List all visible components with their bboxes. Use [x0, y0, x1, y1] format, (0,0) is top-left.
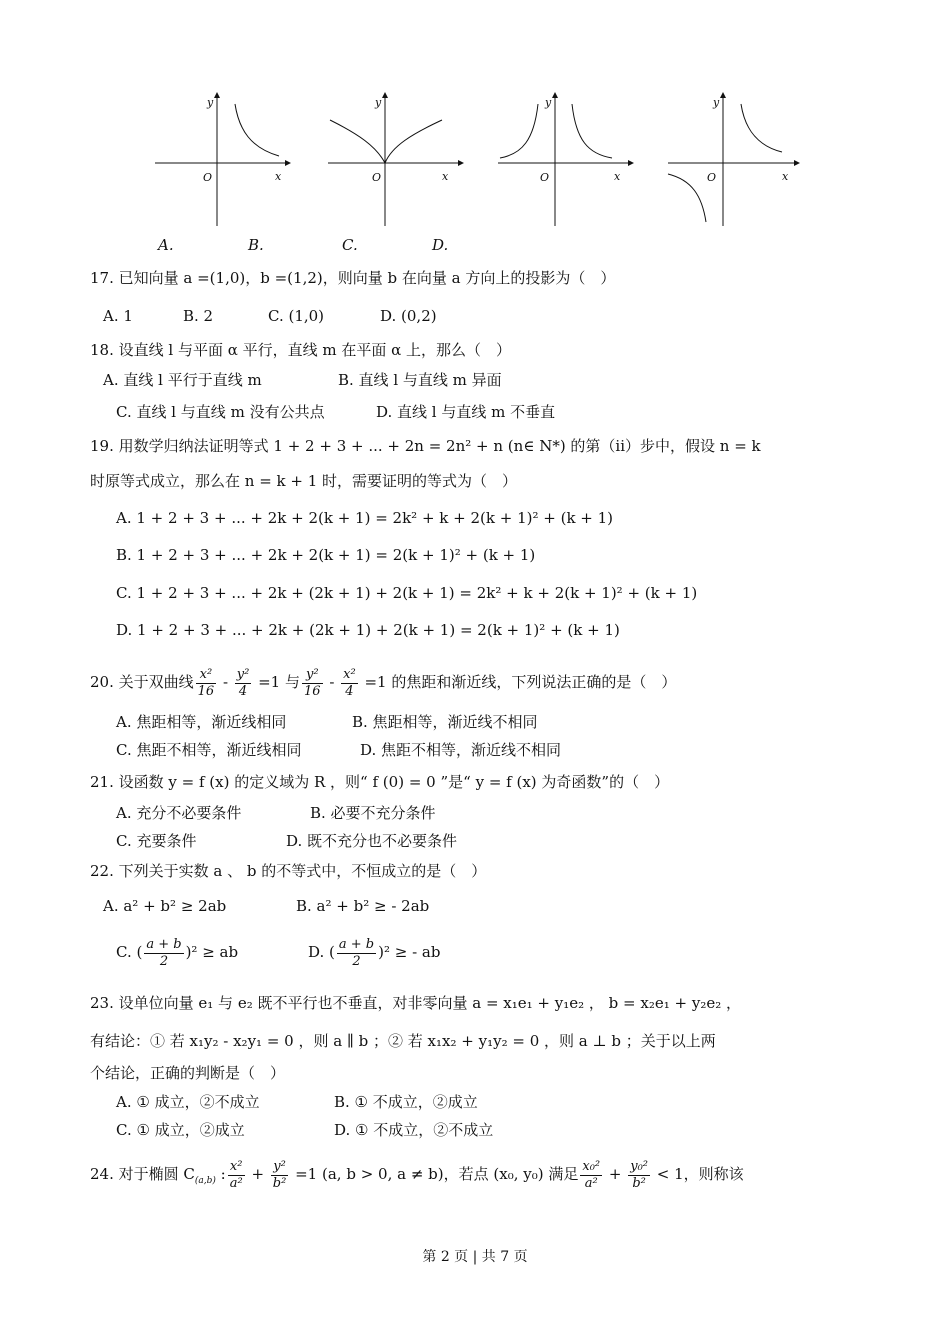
q20-f2-num: y² — [236, 666, 250, 682]
graph-d-ylabel: y — [713, 96, 720, 109]
q20-option-a: A. 焦距相等，渐近线相同 — [116, 713, 287, 731]
q20-suffix: =1 的焦距和渐近线，下列说法正确的是（ ） — [359, 673, 677, 691]
graph-c-origin: O — [540, 171, 550, 184]
q20-fraction-2 — [235, 667, 252, 700]
graph-c-xlabel: x — [614, 170, 621, 183]
q22-c-num: a + b — [146, 936, 182, 952]
q24-colon: : — [215, 1165, 226, 1183]
q22-d-num: a + b — [338, 936, 375, 952]
q22-c-pre: C. ( — [116, 943, 143, 961]
q24-mid: =1 (a, b > 0, a ≠ b)，若点 (x₀, y₀) 满足 — [290, 1165, 579, 1183]
graph-c-svg — [498, 90, 638, 230]
graph-options — [150, 90, 800, 230]
q22-d-post: )² ≥ - ab — [378, 943, 441, 961]
graph-d — [668, 90, 808, 230]
q24-f2-num: y² — [271, 1159, 289, 1176]
q24-f1-den: a² — [229, 1175, 243, 1191]
graph-letter-d: D. — [432, 236, 449, 254]
q18-option-b: B. 直线 l 与直线 m 异面 — [338, 371, 502, 389]
q22-d-fraction — [337, 937, 376, 970]
q22-option-d — [308, 930, 440, 974]
q20-f4-den: 4 — [345, 683, 354, 699]
graph-b-ylabel: y — [375, 96, 382, 109]
q24-fraction-1 — [228, 1159, 245, 1192]
page-footer: 第 2 页 | 共 7 页 — [422, 1249, 528, 1265]
q20-fraction-3 — [302, 667, 323, 700]
q24-f4-num: y₀² — [630, 1158, 649, 1174]
graph-b — [328, 90, 468, 230]
q24-plus-2: + — [604, 1165, 627, 1183]
graph-d-origin: O — [707, 171, 717, 184]
graph-c — [498, 90, 638, 230]
graph-option-letters — [158, 236, 758, 256]
q20-option-b: B. 焦距相等，渐近线不相同 — [352, 713, 538, 731]
graph-c-ylabel: y — [545, 96, 552, 109]
q24-stem — [90, 1152, 744, 1203]
q23-stem-line1: 23. 设单位向量 e₁ 与 e₂ 既不平行也不垂直，对非零向量 a = x₁e₁ + y₁e₂ ， b = x₂e₁ + y₂e₂ ， — [90, 994, 741, 1012]
graph-a-origin: O — [203, 171, 213, 184]
q20-eq1: =1 与 — [253, 673, 300, 691]
graph-a-svg — [155, 90, 295, 230]
graph-a-ylabel: y — [207, 96, 214, 109]
q20-fraction-4 — [341, 667, 358, 700]
graph-d-xlabel: x — [782, 170, 789, 183]
q21-stem: 21. 设函数 y = f (x) 的定义域为 R ，则“ f (0) = 0 ”是“ y = f (x) 为奇函数”的（ ） — [90, 773, 670, 791]
q20-fraction-1 — [196, 667, 217, 700]
graph-letter-c: C. — [342, 236, 358, 254]
q20-f3-num: y² — [302, 667, 323, 684]
q24-prefix: 24. 对于椭圆 C — [90, 1165, 195, 1183]
q17-option-c: C. (1,0) — [268, 307, 325, 325]
q20-minus-2: - — [324, 673, 340, 691]
q24-fraction-3 — [580, 1159, 602, 1192]
q24-subscript: (a,b) — [194, 1176, 216, 1186]
q23-option-b: B. ① 不成立，②成立 — [334, 1093, 478, 1111]
q22-c-post: )² ≥ ab — [185, 943, 239, 961]
q19-stem-line2: 时原等式成立，那么在 n = k + 1 时，需要证明的等式为（ ） — [90, 472, 518, 490]
q24-f2-den: b² — [272, 1175, 287, 1191]
q18-option-a: A. 直线 l 平行于直线 m — [103, 371, 262, 389]
q20-f1-den: 16 — [197, 683, 215, 699]
q20-option-d: D. 焦距不相等，渐近线不相同 — [360, 741, 562, 759]
q23-stem-line3: 个结论，正确的判断是（ ） — [90, 1064, 286, 1082]
q17-option-d: D. (0,2) — [380, 307, 437, 325]
q20-stem — [90, 660, 676, 704]
q23-option-c: C. ① 成立，②成立 — [116, 1121, 245, 1139]
q22-d-pre: D. ( — [308, 943, 335, 961]
q19-option-a: A. 1 + 2 + 3 + ... + 2k + 2(k + 1) = 2k² + k + 2(k + 1)² + (k + 1) — [116, 509, 614, 527]
graph-d-svg — [668, 90, 808, 230]
q19-option-d: D. 1 + 2 + 3 + ... + 2k + (2k + 1) + 2(k + 1) = 2(k + 1)² + (k + 1) — [116, 621, 620, 639]
q23-option-d: D. ① 不成立，②不成立 — [334, 1121, 494, 1139]
q24-f1-num: x² — [228, 1159, 245, 1176]
q22-d-den: 2 — [352, 953, 361, 969]
q20-f4-num: x² — [343, 666, 356, 682]
q20-prefix: 20. 关于双曲线 — [90, 673, 194, 691]
q20-minus-1: - — [218, 673, 233, 691]
q23-option-a: A. ① 成立，②不成立 — [116, 1093, 260, 1111]
q22-option-b: B. a² + b² ≥ - 2ab — [296, 897, 430, 915]
q20-f3-den: 16 — [304, 683, 321, 699]
graph-b-origin: O — [372, 171, 382, 184]
q18-option-d: D. 直线 l 与直线 m 不垂直 — [376, 403, 556, 421]
q19-option-c: C. 1 + 2 + 3 + ... + 2k + (2k + 1) + 2(k + 1) = 2k² + k + 2(k + 1)² + (k + 1) — [116, 584, 698, 602]
q17-option-b: B. 2 — [183, 307, 214, 325]
q19-option-b: B. 1 + 2 + 3 + ... + 2k + 2(k + 1) = 2(k + 1)² + (k + 1) — [116, 546, 536, 564]
q21-option-b: B. 必要不充分条件 — [310, 804, 436, 822]
q17-option-a: A. 1 — [103, 307, 133, 325]
graph-b-svg — [328, 90, 468, 230]
q23-stem-line2: 有结论：① 若 x₁y₂ - x₂y₁ = 0 ，则 a ∥ b ；② 若 x₁x₂ + y₁y₂ = 0 ，则 a ⊥ b ；关于以上两 — [90, 1032, 716, 1050]
q22-option-c — [116, 930, 238, 974]
q21-option-c: C. 充要条件 — [116, 832, 197, 850]
q24-fraction-2 — [271, 1159, 289, 1192]
q24-suffix: < 1，则称该 — [652, 1165, 744, 1183]
q24-f3-den: a² — [584, 1175, 598, 1191]
q22-option-a: A. a² + b² ≥ 2ab — [103, 897, 227, 915]
q19-stem-line1: 19. 用数学归纳法证明等式 1 + 2 + 3 + ... + 2n = 2n² + n (n∈ N*) 的第（ii）步中，假设 n = k — [90, 437, 761, 455]
q21-option-a: A. 充分不必要条件 — [116, 804, 242, 822]
graph-a — [155, 90, 295, 230]
q24-f4-den: b² — [632, 1175, 646, 1191]
q20-f2-den: 4 — [238, 683, 248, 699]
q17-stem: 17. 已知向量 a =(1,0)，b =(1,2)，则向量 b 在向量 a 方向上的投影为（ ） — [90, 269, 616, 287]
q20-option-c: C. 焦距不相等，渐近线相同 — [116, 741, 302, 759]
q24-f3-num: x₀² — [582, 1158, 601, 1174]
q20-f1-num: x² — [196, 667, 217, 684]
q24-plus-1: + — [246, 1165, 269, 1183]
graph-a-xlabel: x — [275, 170, 282, 183]
q21-option-d: D. 既不充分也不必要条件 — [286, 832, 458, 850]
graph-b-xlabel: x — [442, 170, 449, 183]
q24-fraction-4 — [628, 1159, 650, 1192]
graph-letter-b: B. — [248, 236, 264, 254]
q22-c-fraction — [144, 937, 183, 970]
q18-option-c: C. 直线 l 与直线 m 没有公共点 — [116, 403, 325, 421]
q18-stem: 18. 设直线 l 与平面 α 平行，直线 m 在平面 α 上，那么（ ） — [90, 341, 512, 359]
q22-c-den: 2 — [159, 953, 169, 969]
q22-stem: 22. 下列关于实数 a 、 b 的不等式中，不恒成立的是（ ） — [90, 862, 487, 880]
graph-letter-a: A. — [158, 236, 174, 254]
